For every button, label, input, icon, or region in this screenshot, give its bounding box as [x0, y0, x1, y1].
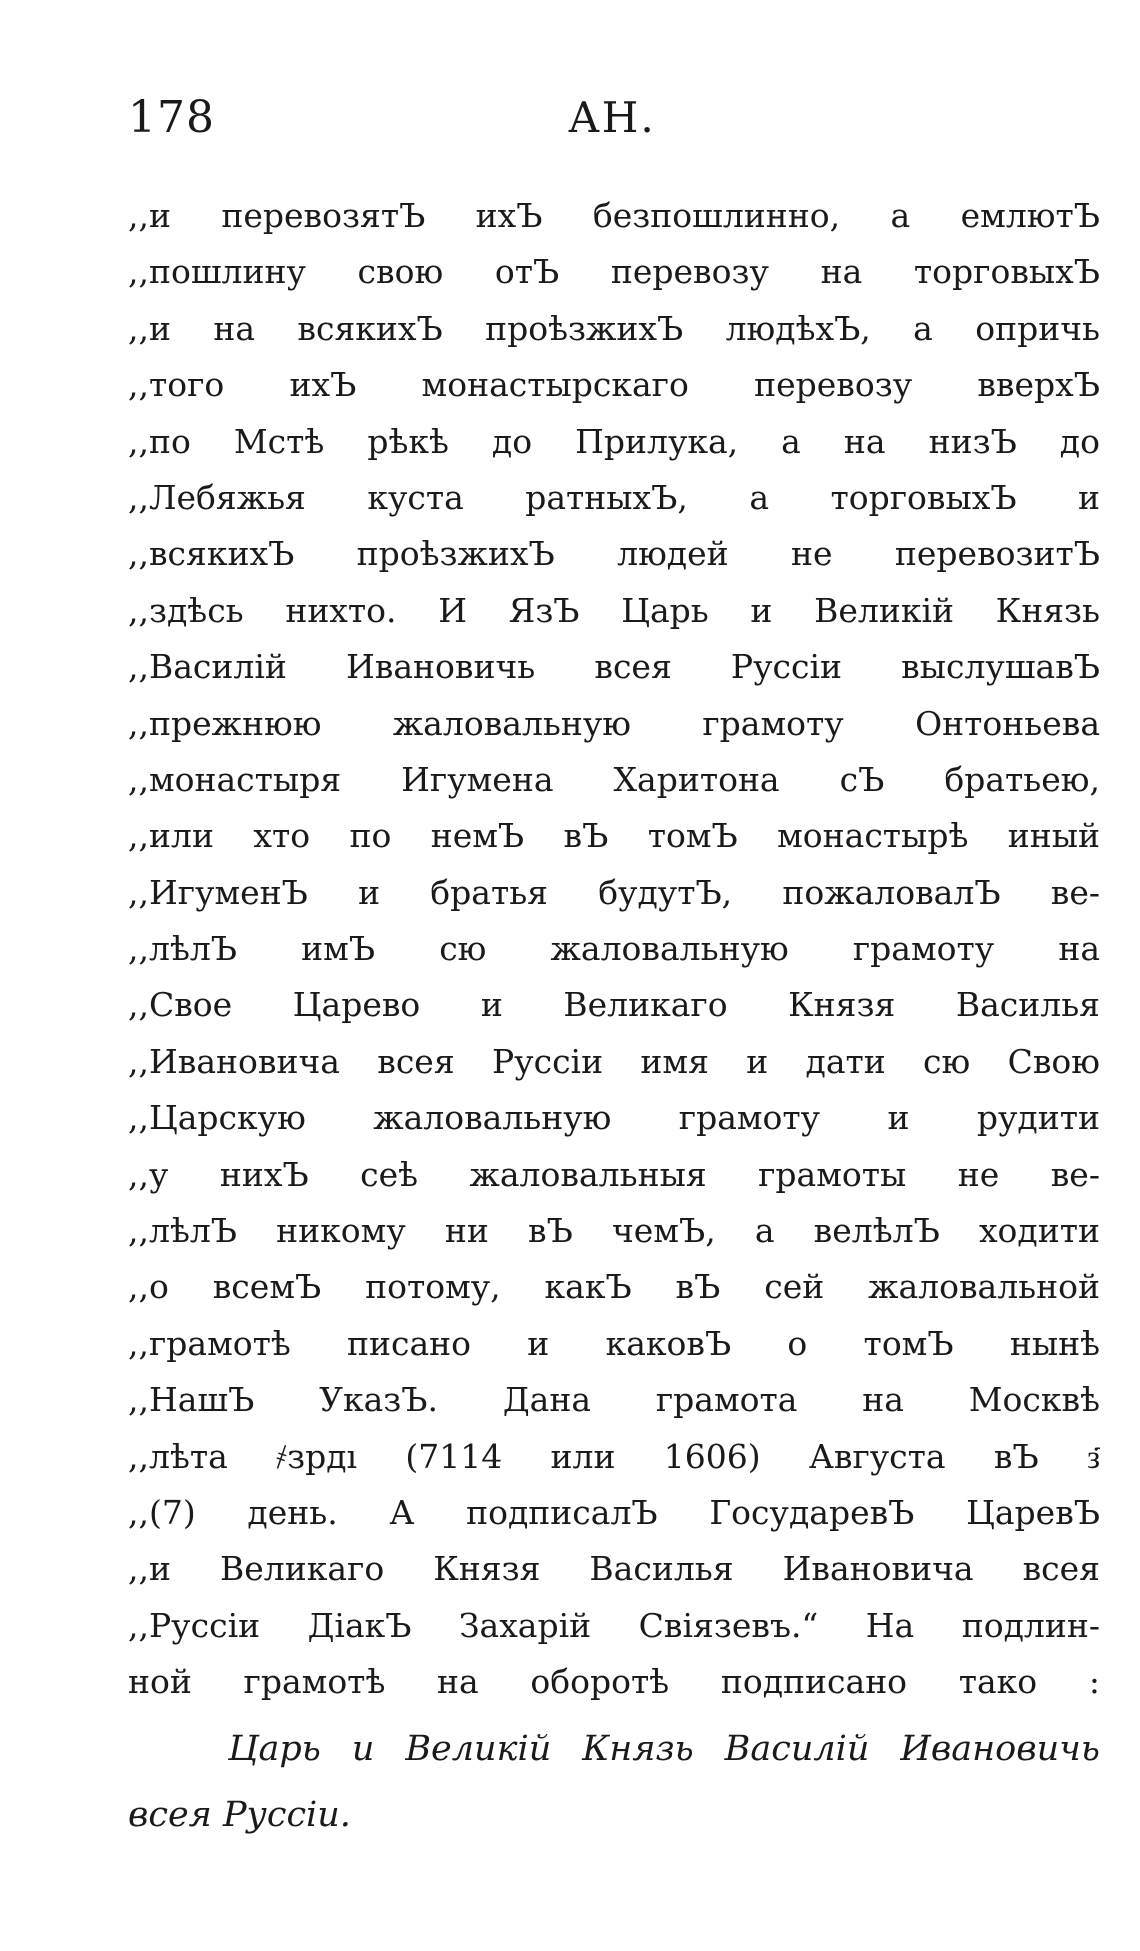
text-line: ,,всякихЪ проѣзжихЪ людей не перевозитЪ: [128, 534, 1100, 574]
text-line: ,,и на всякихЪ проѣзжихЪ людѣхЪ, а опричь: [128, 308, 1100, 348]
signature-line-2: всея Руссіи.: [128, 1795, 351, 1835]
text-line: ,,Лебяжья куста ратныхЪ, а торговыхЪ и: [128, 477, 1100, 517]
running-head: АН.: [568, 93, 656, 142]
signature-line-1: Царь и Великій Князь Василій Ивановичь: [228, 1729, 1100, 1769]
text-line: ,,Свое Царево и Великаго Князя Василья: [128, 985, 1100, 1025]
page-number: 178: [128, 92, 215, 143]
text-line: ,,о всемЪ потому, какЪ вЪ сей жаловальной: [128, 1267, 1100, 1307]
text-line: ,,грамотѣ писано и каковЪ о томЪ нынѣ: [128, 1323, 1100, 1363]
text-line: ,,монастыря Игумена Харитона сЪ братьею,: [128, 759, 1100, 799]
text-line: ,,(7) день. А подписалЪ ГосударевЪ ЦаревЪ: [128, 1492, 1100, 1532]
text-line: ной грамотѣ на оборотѣ подписано тако :: [128, 1662, 1100, 1702]
text-line: ,,и Великаго Князя Василья Ивановича всея: [128, 1549, 1100, 1589]
text-line: ,,или хто по немЪ вЪ томЪ монастырѣ иный: [128, 816, 1100, 856]
text-line: ,,Руссіи ДіакЪ Захарій Свіязевъ.“ На подлин-: [128, 1605, 1100, 1645]
text-line: ,,здѣсь нихто. И ЯзЪ Царь и Великій Князь: [128, 590, 1100, 630]
text-line: ,,НашЪ УказЪ. Дана грамота на Москвѣ: [128, 1380, 1100, 1420]
text-line: ,,того ихЪ монастырскаго перевозу вверхЪ: [128, 365, 1100, 405]
text-line: ,,у нихЪ сеѣ жаловальныя грамоты не ве-: [128, 1154, 1100, 1194]
text-line: ,,лѣлЪ имЪ сю жаловальную грамоту на: [128, 929, 1100, 969]
text-line: ,,Ивановича всея Руссіи имя и дати сю Свою: [128, 1041, 1100, 1081]
text-line: ,,ИгуменЪ и братья будутЪ, пожаловалЪ ве-: [128, 872, 1100, 912]
text-line: ,,прежнюю жаловальную грамоту Онтоньева: [128, 703, 1100, 743]
text-line: ,,по Мстѣ рѣкѣ до Прилука, а на низЪ до: [128, 421, 1100, 461]
page-header: [128, 88, 1100, 148]
text-line: ,,Царскую жаловальную грамоту и рудити: [128, 1098, 1100, 1138]
text-line: ,,лѣлЪ никому ни вЪ чемЪ, а велѣлЪ ходити: [128, 1211, 1100, 1251]
body-text: [128, 188, 1100, 1711]
text-line: ,,пошлину свою отЪ перевозу на торговыхЪ: [128, 252, 1100, 292]
text-line: ,,Василій Ивановичь всея Руссіи выслушавЪ: [128, 647, 1100, 687]
text-line: ,,лѣта ҂зрдı (7114 или 1606) Августа вЪ з҃: [128, 1436, 1100, 1476]
text-line: ,,и перевозятЪ ихЪ безпошлинно, а емлютЪ: [128, 196, 1100, 235]
